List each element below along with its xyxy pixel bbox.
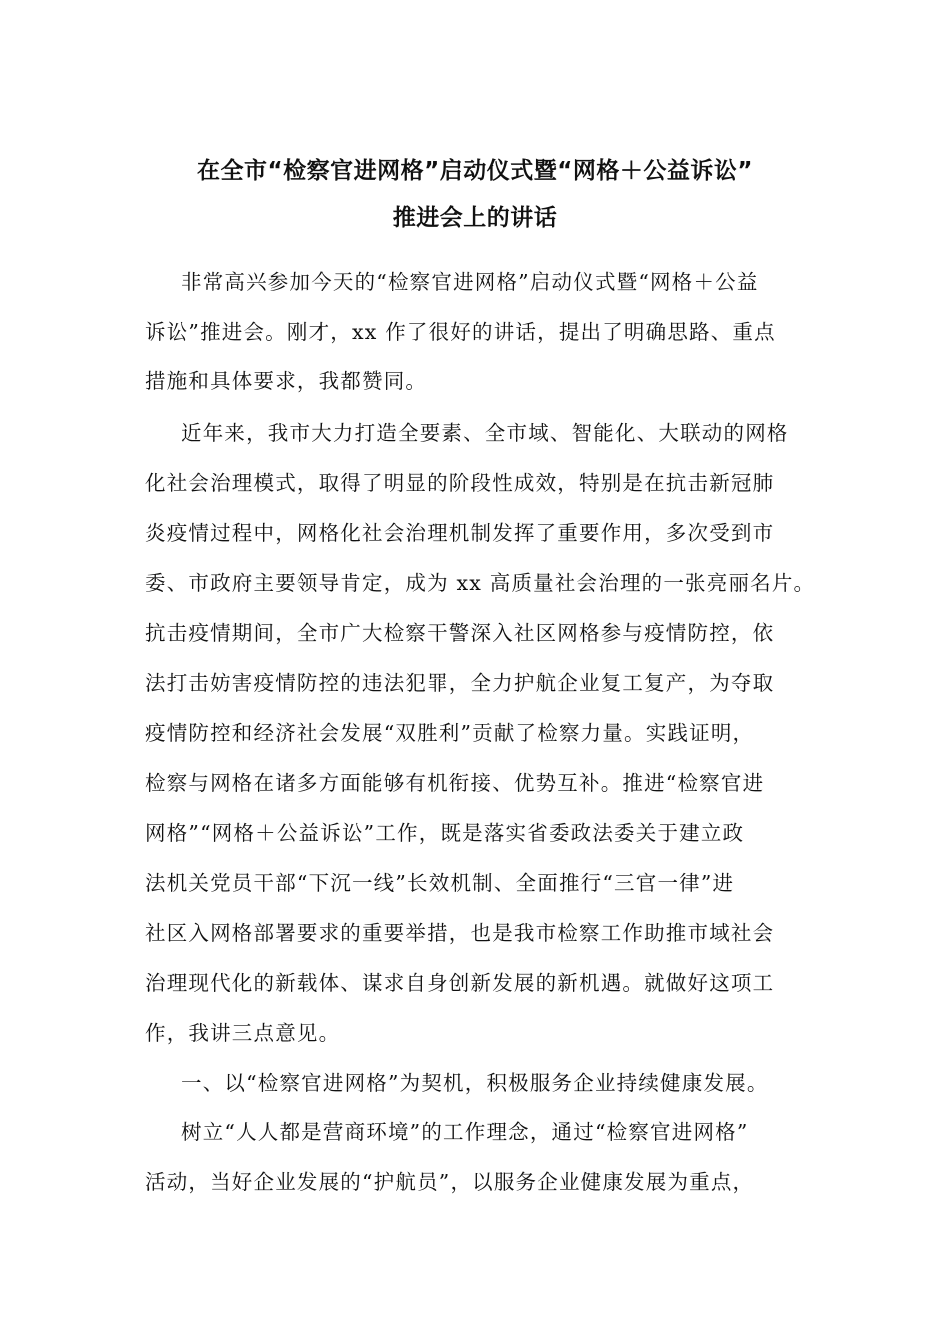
body-line: 措施和具体要求，我都赞同。	[145, 369, 428, 393]
body-line: 抗击疫情期间，全市广大检察干警深入社区网格参与疫情防控，依	[145, 621, 775, 645]
body-line: 树立“人人都是营商环境”的工作理念，通过“检察官进网格”	[181, 1120, 749, 1144]
body-line: 疫情防控和经济社会发展“双胜利”贡献了检察力量。实践证明，	[145, 721, 755, 745]
document-title-line-1: 在全市“检察官进网格”启动仪式暨“网格＋公益诉讼”	[197, 158, 753, 184]
document-title-line-2: 推进会上的讲话	[392, 205, 558, 231]
body-line: 活动，当好企业发展的“护航员”，以服务企业健康发展为重点，	[145, 1170, 755, 1194]
body-line: 检察与网格在诸多方面能够有机衔接、优势互补。推进“检察官进	[145, 771, 765, 795]
body-line: 委、市政府主要领导肯定，成为 xx 高质量社会治理的一张亮丽名片。	[145, 571, 816, 595]
body-line: 诉讼”推进会。刚才，xx 作了很好的讲话，提出了明确思路、重点	[145, 320, 776, 344]
body-line: 炎疫情过程中，网格化社会治理机制发挥了重要作用，多次受到市	[145, 521, 775, 545]
body-line: 法机关党员干部“下沉一线”长效机制、全面推行“三官一律”进	[145, 871, 735, 895]
body-line: 近年来，我市大力打造全要素、全市域、智能化、大联动的网格	[181, 421, 789, 445]
body-line: 作，我讲三点意见。	[145, 1021, 341, 1045]
body-line: 非常高兴参加今天的“检察官进网格”启动仪式暨“网格＋公益	[181, 270, 759, 294]
body-line: 法打击妨害疫情防控的违法犯罪，全力护航企业复工复产，为夺取	[145, 671, 775, 695]
body-line: 化社会治理模式，取得了明显的阶段性成效，特别是在抗击新冠肺	[145, 471, 775, 495]
body-line: 社区入网格部署要求的重要举措，也是我市检察工作助推市域社会	[145, 921, 775, 945]
body-line: 治理现代化的新载体、谋求自身创新发展的新机遇。就做好这项工	[145, 971, 775, 995]
body-line: 网格”“网格＋公益诉讼”工作，既是落实省委政法委关于建立政	[145, 821, 745, 845]
section-heading: 一、以“检察官进网格”为契机，积极服务企业持续健康发展。	[181, 1071, 769, 1095]
